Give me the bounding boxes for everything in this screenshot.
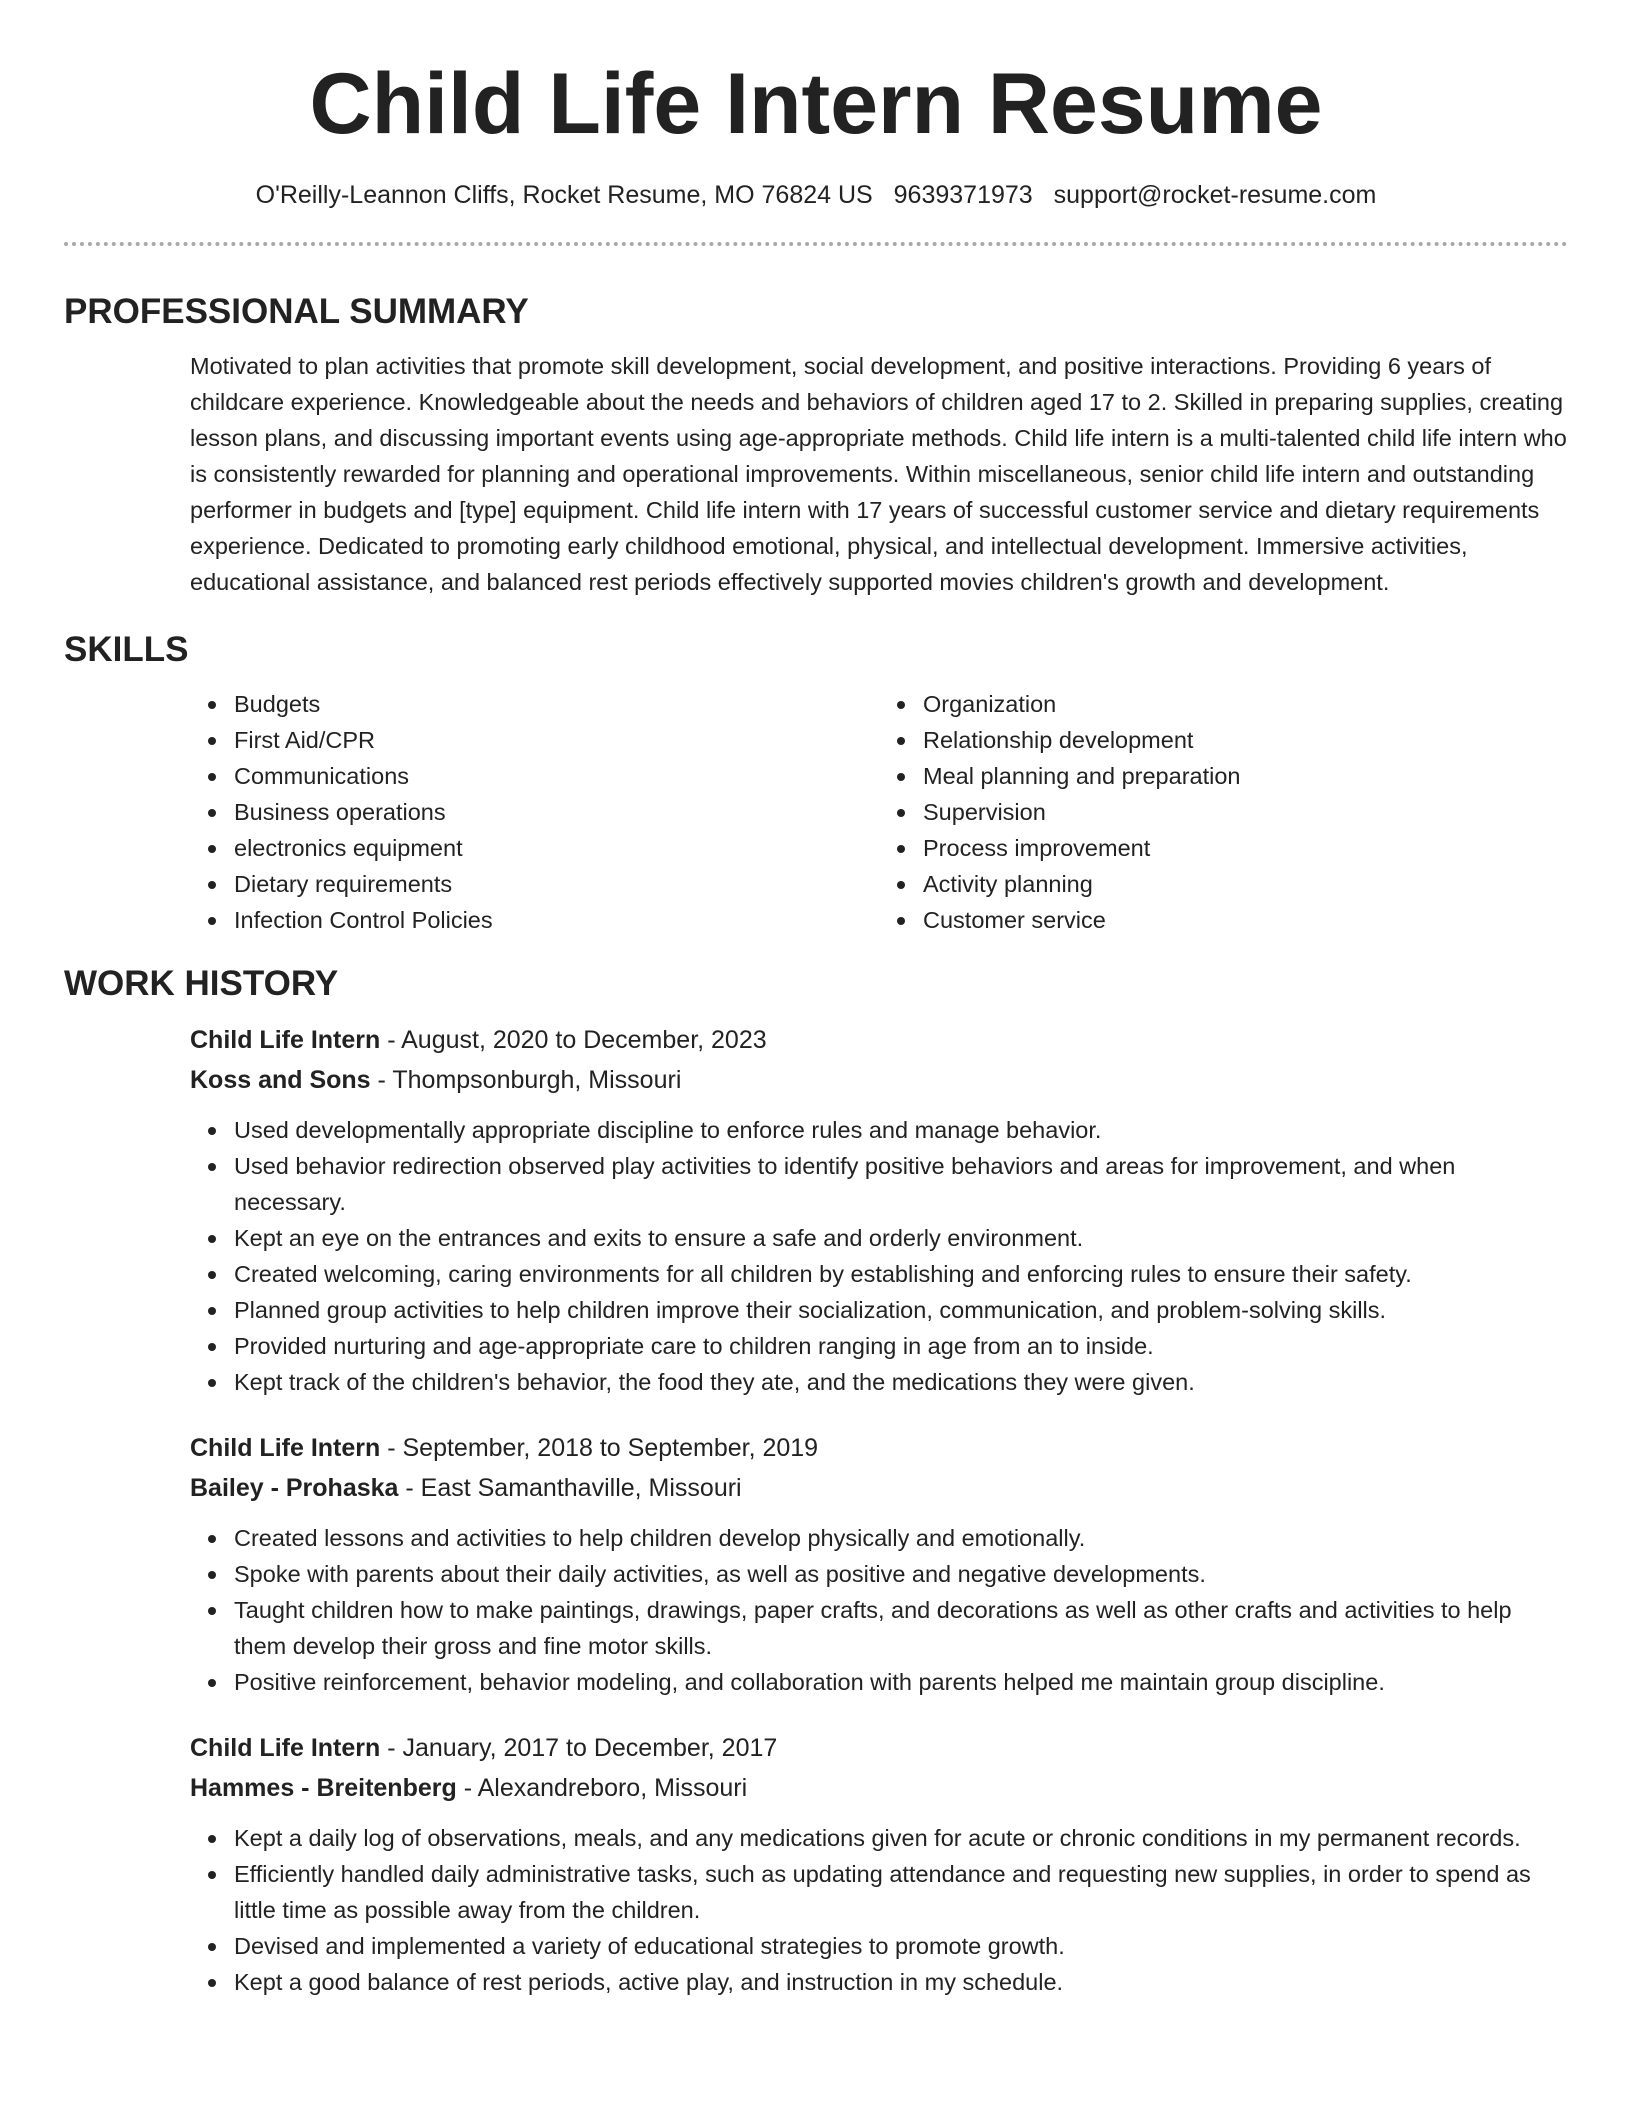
skill-item: Process improvement — [923, 830, 1568, 866]
job-company-line — [190, 1060, 1568, 1100]
contact-info — [64, 178, 1568, 212]
resume-title: Child Life Intern Resume — [309, 56, 1323, 152]
duty-item: Provided nurturing and age-appropriate care to children ranging in age from an to inside. — [234, 1328, 1568, 1364]
job-company-line — [190, 1768, 1568, 1808]
duty-item: Used developmentally appropriate discipline to enforce rules and manage behavior. — [234, 1112, 1568, 1148]
contact-email: support@rocket-resume.com — [1053, 181, 1377, 209]
duty-item: Kept a good balance of rest periods, active play, and instruction in my schedule. — [234, 1964, 1568, 2000]
job-dates: - January, 2017 to December, 2017 — [380, 1734, 778, 1762]
skills-list-right — [879, 686, 1568, 938]
job-duties — [190, 1520, 1568, 1700]
header-divider — [64, 242, 1568, 246]
skills-grid — [190, 686, 1568, 938]
summary-section — [190, 348, 1568, 600]
job-title: Child Life Intern — [190, 1434, 381, 1462]
skill-item: Relationship development — [923, 722, 1568, 758]
contact-phone: 9639371973 — [893, 181, 1033, 209]
skill-item: Business operations — [234, 794, 879, 830]
duty-item: Taught children how to make paintings, drawings, paper crafts, and decorations as well as other crafts and activities to help them develop their gross and fine motor skills. — [234, 1592, 1568, 1664]
duty-item: Efficiently handled daily administrative tasks, such as updating attendance and requesting new supplies, in order to spend as little time as possible away from the children. — [234, 1856, 1568, 1928]
skill-item: Customer service — [923, 902, 1568, 938]
duty-item: Used behavior redirection observed play activities to identify positive behaviors and areas for improvement, and when necessary. — [234, 1148, 1568, 1220]
duty-item: Kept a daily log of observations, meals, and any medications given for acute or chronic conditions in my permanent records. — [234, 1820, 1568, 1856]
resume-page — [64, 0, 1568, 2112]
duty-item: Devised and implemented a variety of educational strategies to promote growth. — [234, 1928, 1568, 1964]
summary-heading: PROFESSIONAL SUMMARY — [64, 292, 529, 331]
job-duties — [190, 1112, 1568, 1400]
summary-text: Motivated to plan activities that promote skill development, social development, and positive interactions. Providing 6 years of childcare experience. Knowledgeable about the needs and behaviors of children aged 17 to 2. Skilled in preparing supplies, creating lesson plans, and discussing important events using age-appropriate methods. Child life intern is a multi-talented child life intern who is consistently rewarded for planning and operational improvements. Within miscellaneous, senior child life intern and outstanding performer in budgets and [type] equipment. Child life intern with 17 years of successful customer service and dietary requirements experience. Dedicated to promoting early childhood emotional, physical, and intellectual development. Immersive activities, educational assistance, and balanced rest periods effectively supported movies children's growth and development. — [190, 353, 1567, 595]
skills-heading: SKILLS — [64, 630, 189, 669]
job-dates: - August, 2020 to December, 2023 — [380, 1026, 767, 1054]
skill-item: Communications — [234, 758, 879, 794]
job-location: - East Samanthaville, Missouri — [398, 1474, 742, 1502]
contact-address: O'Reilly-Leannon Cliffs, Rocket Resume, MO 76824 US — [255, 181, 873, 209]
duty-item: Created lessons and activities to help children develop physically and emotionally. — [234, 1520, 1568, 1556]
job-company: Koss and Sons — [190, 1066, 371, 1094]
skill-item: Supervision — [923, 794, 1568, 830]
job-title-line — [190, 1428, 1568, 1468]
skill-item: First Aid/CPR — [234, 722, 879, 758]
job-company: Hammes - Breitenberg — [190, 1774, 457, 1802]
skill-item: Activity planning — [923, 866, 1568, 902]
duty-item: Positive reinforcement, behavior modeling, and collaboration with parents helped me maintain group discipline. — [234, 1664, 1568, 1700]
job-entry — [190, 1020, 1568, 1400]
duty-item: Kept track of the children's behavior, the food they ate, and the medications they were given. — [234, 1364, 1568, 1400]
skill-item: Infection Control Policies — [234, 902, 879, 938]
duty-item: Created welcoming, caring environments for all children by establishing and enforcing rules to ensure their safety. — [234, 1256, 1568, 1292]
skill-item: Organization — [923, 686, 1568, 722]
job-entry — [190, 1428, 1568, 1700]
job-title-line — [190, 1020, 1568, 1060]
job-duties — [190, 1820, 1568, 2000]
job-company-line — [190, 1468, 1568, 1508]
job-entry — [190, 1728, 1568, 2000]
work-history-heading: WORK HISTORY — [64, 964, 339, 1003]
skills-section — [190, 686, 1568, 938]
job-location: - Alexandreboro, Missouri — [456, 1774, 748, 1802]
duty-item: Planned group activities to help children improve their socialization, communication, and problem-solving skills. — [234, 1292, 1568, 1328]
duty-item: Kept an eye on the entrances and exits to ensure a safe and orderly environment. — [234, 1220, 1568, 1256]
job-dates: - September, 2018 to September, 2019 — [380, 1434, 819, 1462]
work-history-section — [190, 1020, 1568, 2000]
job-title: Child Life Intern — [190, 1026, 381, 1054]
skill-item: electronics equipment — [234, 830, 879, 866]
job-title: Child Life Intern — [190, 1734, 381, 1762]
skill-item: Budgets — [234, 686, 879, 722]
skills-list-left — [190, 686, 879, 938]
job-title-line — [190, 1728, 1568, 1768]
skill-item: Dietary requirements — [234, 866, 879, 902]
job-location: - Thompsonburgh, Missouri — [370, 1066, 682, 1094]
duty-item: Spoke with parents about their daily activities, as well as positive and negative developments. — [234, 1556, 1568, 1592]
skill-item: Meal planning and preparation — [923, 758, 1568, 794]
job-company: Bailey - Prohaska — [190, 1474, 399, 1502]
